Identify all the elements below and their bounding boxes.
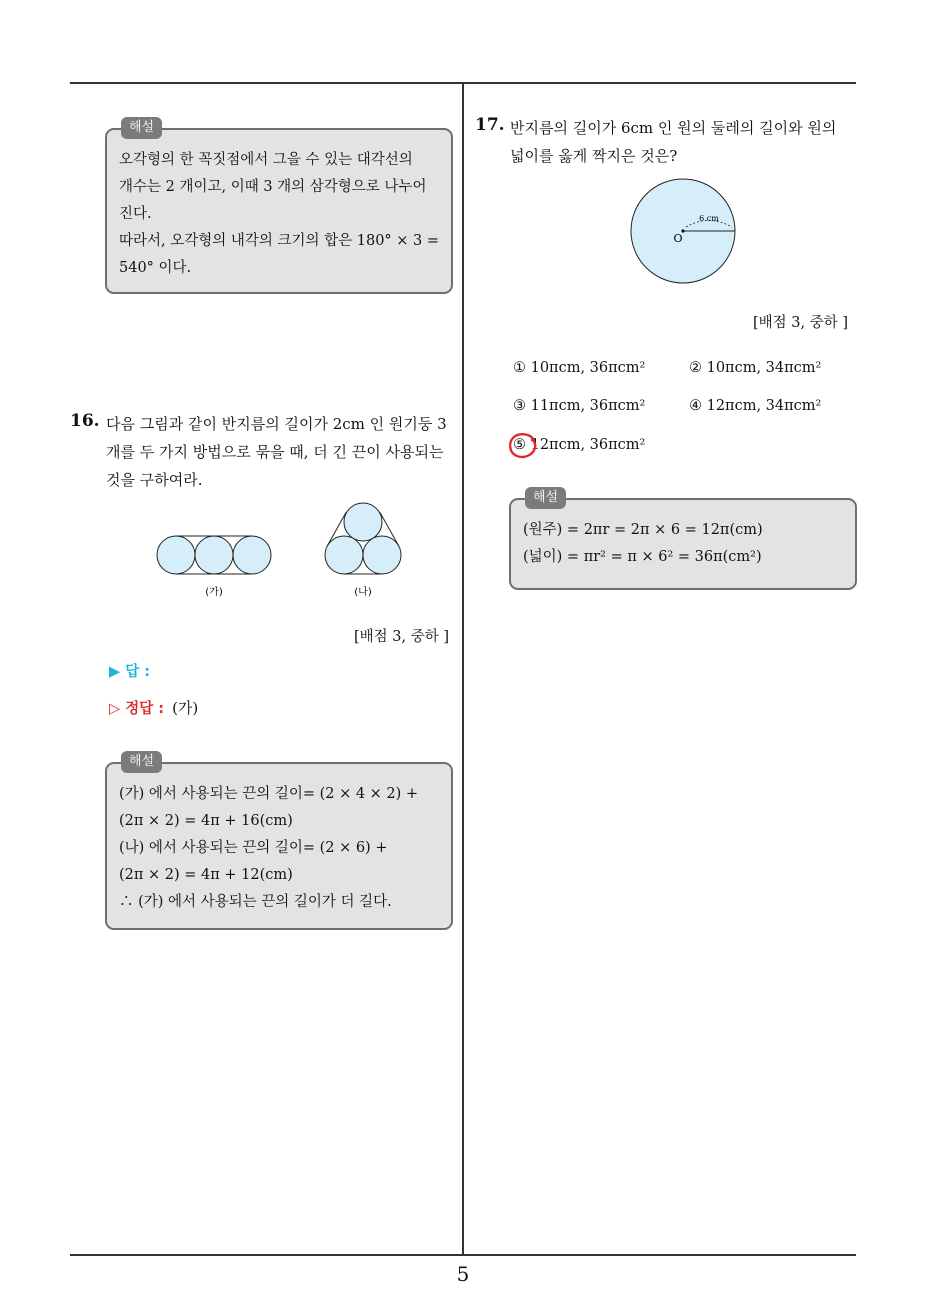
explanation-line: (가) 에서 사용되는 끈의 길이= (2 × 4 × 2) +	[119, 786, 419, 802]
correct-answer-row	[109, 697, 198, 718]
question-16-text	[106, 410, 454, 494]
question-line: 넓이를 옳게 짝지은 것은?	[510, 147, 678, 165]
explanation-line: 개수는 2 개이고, 이때 3 개의 삼각형으로 나누어	[119, 179, 427, 195]
center-label: O	[673, 232, 683, 245]
column-divider	[462, 82, 464, 1254]
question-17-text	[510, 114, 856, 170]
question-line: 것을 구하여라.	[106, 471, 203, 489]
question-line: 개를 두 가지 방법으로 묶을 때, 더 긴 끈이 사용되는	[106, 443, 444, 461]
explanation-line: 540° 이다.	[119, 260, 192, 276]
explanation-box-16	[105, 754, 453, 930]
arrangement-b	[325, 503, 401, 574]
explanation-line: 따라서, 오각형의 내각의 크기의 합은 180° × 3 =	[119, 233, 440, 249]
explanation-line: (나) 에서 사용되는 끈의 길이= (2 × 6) +	[119, 840, 388, 856]
radius-label: 6 cm	[699, 214, 719, 223]
explanation-line: 오각형의 한 꼭짓점에서 그을 수 있는 대각선의	[119, 152, 413, 168]
explanation-line: (2π × 2) = 4π + 16(cm)	[119, 813, 293, 829]
choice-5[interactable]: ⑤ 12πcm, 36πcm²	[513, 437, 646, 453]
choice-1[interactable]: ① 10πcm, 36πcm²	[513, 360, 646, 376]
answer-mark-icon	[506, 431, 540, 461]
cylinders-figure	[150, 496, 420, 606]
answer-label: ▶ 답 :	[109, 664, 151, 680]
arrangement-a	[157, 536, 271, 574]
bottom-rule	[70, 1254, 856, 1256]
explanation-line: (원주) = 2πr = 2π × 6 = 12π(cm)	[523, 522, 763, 538]
correct-answer-label: ▷ 정답 :	[109, 701, 165, 717]
explanation-tag: 해설	[121, 751, 162, 773]
question-number: 16.	[70, 411, 100, 431]
question-number: 17.	[475, 115, 505, 135]
question-line: 반지름의 길이가 6cm 인 원의 둘레의 길이와 원의	[510, 119, 837, 137]
choice-3[interactable]: ③ 11πcm, 36πcm²	[513, 398, 646, 414]
circle-figure	[626, 176, 744, 286]
score-label: [배점 3, 중하 ]	[354, 629, 450, 645]
answer-input-row[interactable]	[109, 660, 150, 681]
choice-4[interactable]: ④ 12πcm, 34πcm²	[689, 398, 822, 414]
explanation-box-17	[509, 490, 857, 590]
correct-answer-value: (가)	[172, 699, 199, 717]
explanation-line: ∴ (가) 에서 사용되는 끈의 길이가 더 길다.	[119, 894, 392, 910]
explanation-tag: 해설	[121, 117, 162, 139]
explanation-line: (2π × 2) = 4π + 12(cm)	[119, 867, 293, 883]
choice-2[interactable]: ② 10πcm, 34πcm²	[689, 360, 822, 376]
score-label: [배점 3, 중하 ]	[753, 315, 849, 331]
explanation-box-15	[105, 120, 453, 294]
figure-label-b: (나)	[354, 587, 372, 598]
explanation-line: 진다.	[119, 206, 152, 222]
question-line: 다음 그림과 같이 반지름의 길이가 2cm 인 원기둥 3	[106, 415, 447, 433]
explanation-tag: 해설	[525, 487, 566, 509]
figure-label-a: (가)	[205, 587, 223, 598]
page-number: 5	[456, 1262, 470, 1286]
explanation-line: (넓이) = πr² = π × 6² = 36π(cm²)	[523, 549, 762, 565]
